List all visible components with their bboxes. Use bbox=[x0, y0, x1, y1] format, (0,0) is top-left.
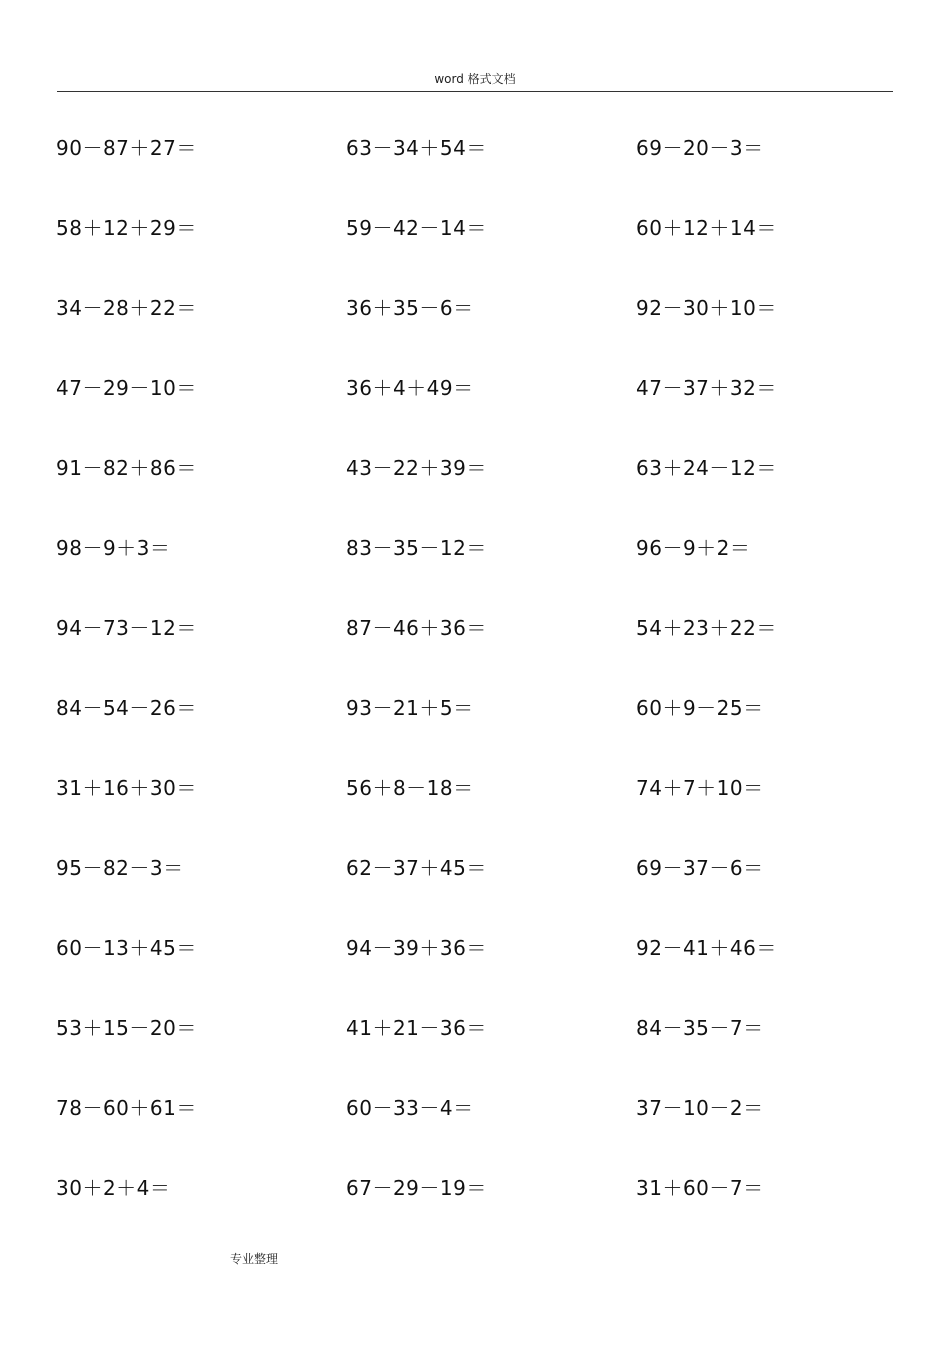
math-problem: 47－37＋32＝ bbox=[636, 376, 777, 400]
problem-row bbox=[56, 930, 896, 1010]
problem-row bbox=[56, 850, 896, 930]
math-problem: 47－29－10＝ bbox=[56, 376, 197, 400]
math-problem: 54＋23＋22＝ bbox=[636, 616, 777, 640]
math-problem: 37－10－2＝ bbox=[636, 1096, 764, 1120]
math-problem: 94－39＋36＝ bbox=[346, 936, 487, 960]
math-problem: 60＋12＋14＝ bbox=[636, 216, 777, 240]
math-problem: 67－29－19＝ bbox=[346, 1176, 487, 1200]
math-problem: 43－22＋39＝ bbox=[346, 456, 487, 480]
math-problem: 30＋2＋4＝ bbox=[56, 1176, 171, 1200]
math-problem: 60－13＋45＝ bbox=[56, 936, 197, 960]
math-problem: 34－28＋22＝ bbox=[56, 296, 197, 320]
math-problem: 96－9＋2＝ bbox=[636, 536, 751, 560]
math-problem: 90－87＋27＝ bbox=[56, 136, 197, 160]
problem-row bbox=[56, 210, 896, 290]
header-divider bbox=[57, 91, 893, 92]
problem-row bbox=[56, 1170, 896, 1250]
math-problem: 93－21＋5＝ bbox=[346, 696, 474, 720]
math-problem: 41＋21－36＝ bbox=[346, 1016, 487, 1040]
math-problem: 36＋35－6＝ bbox=[346, 296, 474, 320]
math-problem: 60－33－4＝ bbox=[346, 1096, 474, 1120]
math-problem: 78－60＋61＝ bbox=[56, 1096, 197, 1120]
problem-row bbox=[56, 370, 896, 450]
problem-row bbox=[56, 290, 896, 370]
math-problem: 63＋24－12＝ bbox=[636, 456, 777, 480]
math-problem: 92－41＋46＝ bbox=[636, 936, 777, 960]
math-problem: 69－20－3＝ bbox=[636, 136, 764, 160]
math-problem: 83－35－12＝ bbox=[346, 536, 487, 560]
math-problem: 36＋4＋49＝ bbox=[346, 376, 474, 400]
math-problem: 94－73－12＝ bbox=[56, 616, 197, 640]
math-problem: 95－82－3＝ bbox=[56, 856, 184, 880]
math-problem: 98－9＋3＝ bbox=[56, 536, 171, 560]
page-header: word 格式文档 bbox=[434, 72, 516, 86]
math-problem: 87－46＋36＝ bbox=[346, 616, 487, 640]
math-problem: 53＋15－20＝ bbox=[56, 1016, 197, 1040]
math-problem: 56＋8－18＝ bbox=[346, 776, 474, 800]
problem-row bbox=[56, 130, 896, 210]
math-problem: 31＋60－7＝ bbox=[636, 1176, 764, 1200]
math-problem: 63－34＋54＝ bbox=[346, 136, 487, 160]
math-problem: 60＋9－25＝ bbox=[636, 696, 764, 720]
problem-row bbox=[56, 610, 896, 690]
problem-row bbox=[56, 1090, 896, 1170]
problem-row bbox=[56, 450, 896, 530]
math-problem: 62－37＋45＝ bbox=[346, 856, 487, 880]
math-problem: 84－54－26＝ bbox=[56, 696, 197, 720]
math-problem: 74＋7＋10＝ bbox=[636, 776, 764, 800]
problem-row bbox=[56, 530, 896, 610]
problem-row bbox=[56, 770, 896, 850]
page-footer: 专业整理 bbox=[230, 1252, 279, 1266]
math-problem: 84－35－7＝ bbox=[636, 1016, 764, 1040]
math-problem: 58＋12＋29＝ bbox=[56, 216, 197, 240]
math-problem: 59－42－14＝ bbox=[346, 216, 487, 240]
math-problem: 91－82＋86＝ bbox=[56, 456, 197, 480]
problem-row bbox=[56, 1010, 896, 1090]
math-problem: 31＋16＋30＝ bbox=[56, 776, 197, 800]
math-problem: 69－37－6＝ bbox=[636, 856, 764, 880]
problem-row bbox=[56, 690, 896, 770]
problem-grid bbox=[56, 130, 896, 1250]
math-problem: 92－30＋10＝ bbox=[636, 296, 777, 320]
